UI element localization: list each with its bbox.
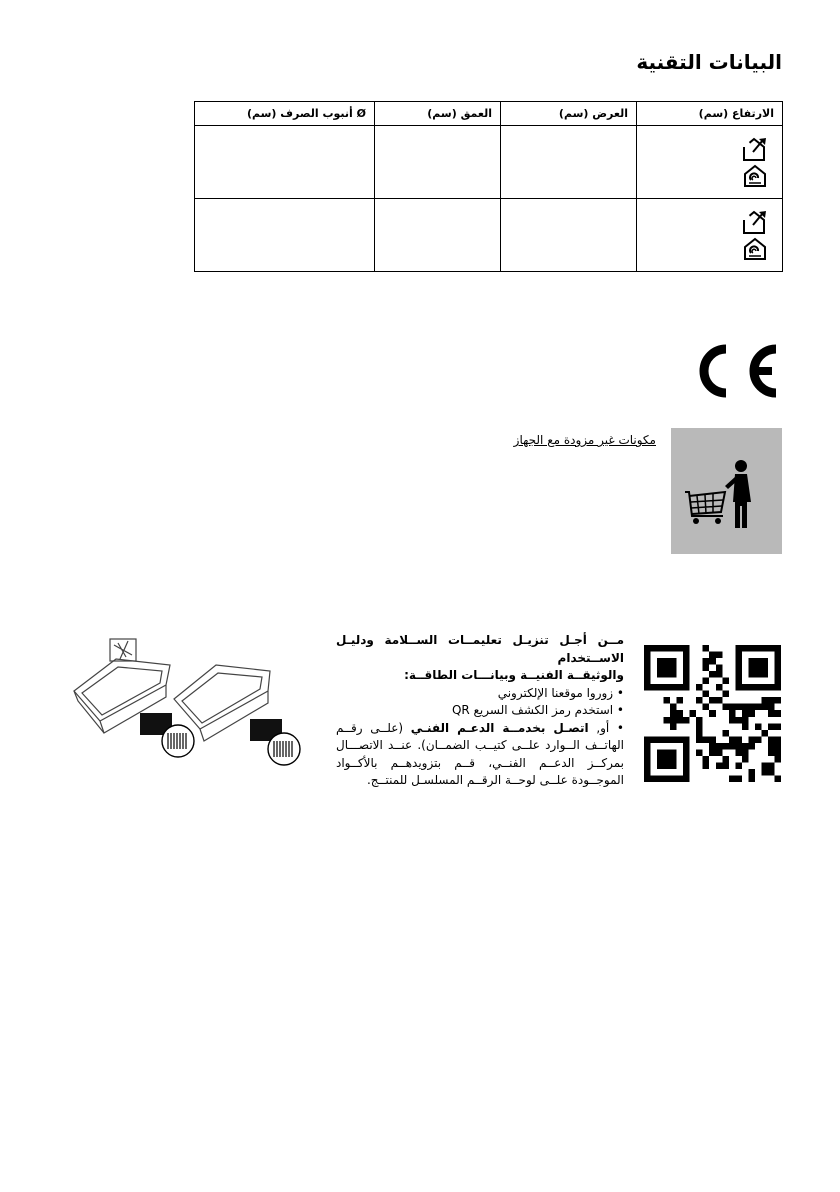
duct-cell [195, 126, 375, 199]
duct-extraction-icon [742, 137, 768, 162]
bullet-qr: • استخدم رمز الكشف السريع QR [451, 703, 624, 717]
ce-mark-icon [686, 343, 782, 399]
mode-icons-cell [637, 199, 783, 272]
bullet-support-prefix: • أو, [596, 720, 624, 735]
download-heading-1: مــن أجـل تنزيـل تعليمــات الســلامة ودليـل الاســتخدام [336, 633, 624, 665]
depth-cell [375, 199, 501, 272]
depth-cell [375, 126, 501, 199]
table-header-row [195, 102, 783, 126]
qr-code-icon [644, 645, 781, 782]
bullet-website: • زوروا موقعنا الإلكتروني [497, 685, 624, 700]
width-cell [501, 199, 637, 272]
recirculation-icon [743, 164, 767, 188]
header-depth: العمق (سم) [375, 102, 501, 126]
page-title: البيانات التقنية [636, 50, 782, 74]
duct-cell [195, 199, 375, 272]
table-row [195, 199, 783, 272]
recirculation-icon [743, 237, 767, 261]
shopping-cart-person-icon [671, 428, 782, 554]
duct-extraction-icon [742, 210, 768, 235]
width-cell [501, 126, 637, 199]
mode-icons-cell [637, 126, 783, 199]
header-height: الارتفاع (سم) [637, 102, 783, 126]
accessories-label: مكونات غير مزودة مع الجهاز [513, 433, 656, 447]
download-heading-2: والوثيقــة الفنيــة وبيانـــات الطاقــة: [404, 668, 624, 682]
installation-illustration [70, 635, 340, 777]
header-duct-diameter: Ø أنبوب الصرف (سم) [195, 102, 375, 126]
bullet-support-bold: اتصـل بخدمــة الدعـم الفنـي [410, 720, 589, 735]
bullet-support-rest: (علــى رقــم الهاتــف الــوارد علــى كتيــب الضمــان). عنــد الاتصـــال بمركــز الدعــم الفنــي، قــم بتزويدهــم بالأكــواد الموجــودة علــى لوحــة الرقــم المسلسـل للمنتــج. [336, 720, 624, 787]
header-width: العرض (سم) [501, 102, 637, 126]
spec-table [194, 101, 783, 272]
download-instructions [336, 632, 624, 790]
table-row [195, 126, 783, 199]
bullet-support [336, 720, 624, 790]
